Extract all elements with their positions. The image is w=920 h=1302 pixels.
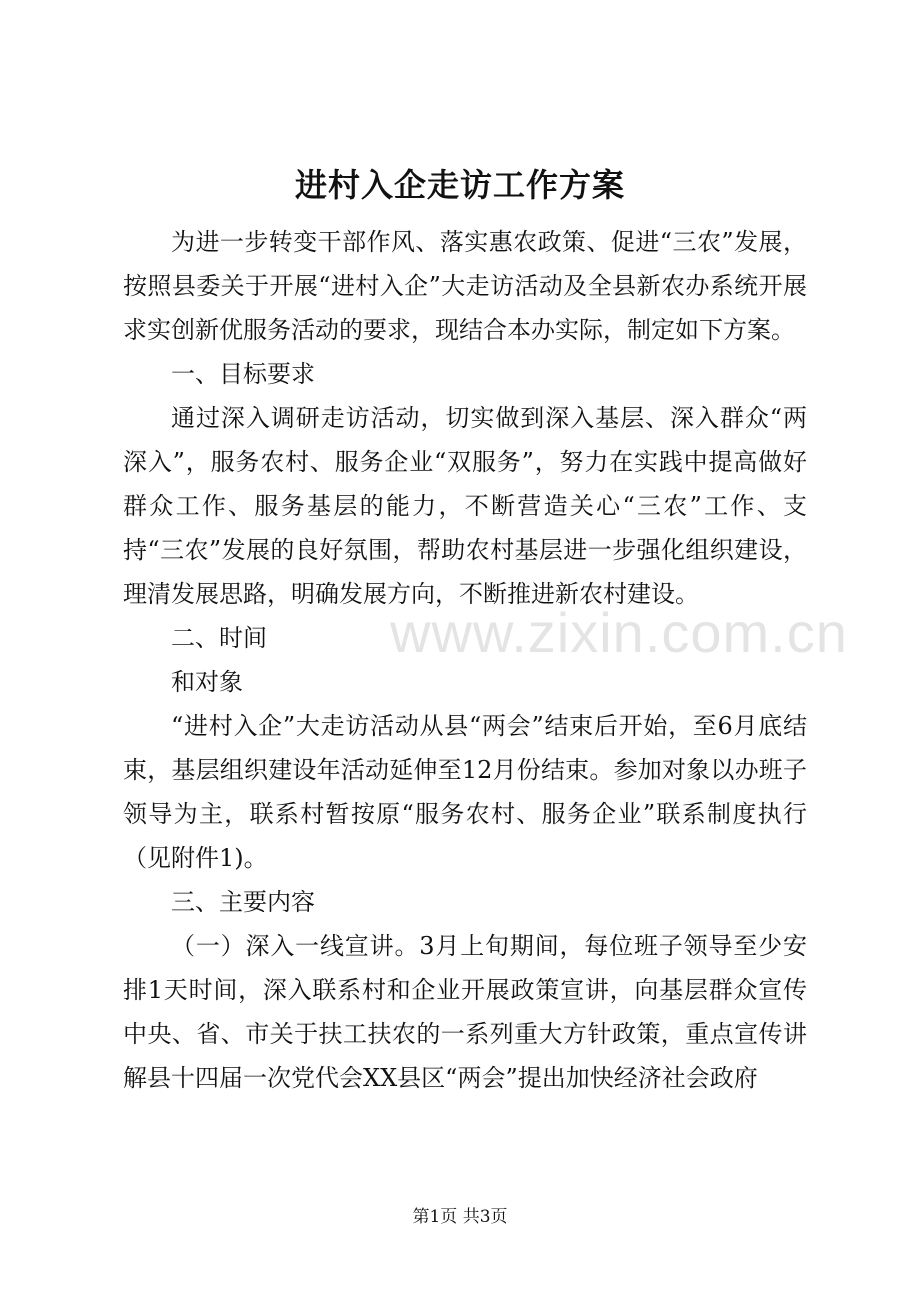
section-heading-time: 二、时间 <box>171 624 267 652</box>
paragraph-time: “进村入企”大走访活动从县“两会”结束后开始，至6月底结束，基层组织建设年活动延伸至12月份结束。参加对象以办班子领导为主，联系村暂按原“服务农村、服务企业”联系制度执行（见附件1)。 <box>123 712 807 872</box>
section-heading-content: 三、主要内容 <box>171 888 315 916</box>
page-footer: 第1页 共3页 <box>412 1207 508 1227</box>
paragraph-goals: 通过深入调研走访活动，切实做到深入基层、深入群众“两深入”，服务农村、服务企业“双服务”，努力在实践中提高做好群众工作、服务基层的能力，不断营造关心“三农”工作、支持“三农”发展的良好氛围，帮助农村基层进一步强化组织建设，理清发展思路，明确发展方向，不断推进新农村建设。 <box>123 404 807 608</box>
watermark: www.zixin.com.cn <box>390 601 848 664</box>
paragraph-intro: 为进一步转变干部作风、落实惠农政策、促进“三农”发展，按照县委关于开展“进村入企”大走访活动及全县新农办系统开展求实创新优服务活动的要求，现结合本办实际，制定如下方案。 <box>123 228 807 344</box>
paragraph-content: （一）深入一线宣讲。3月上旬期间，每位班子领导至少安排1天时间，深入联系村和企业开展政策宣讲，向基层群众宣传中央、省、市关于扶工扶农的一系列重大方针政策，重点宣传讲解县十四届一次党代会XX县区“两会”提出加快经济社会政府 <box>123 932 807 1092</box>
section-heading-goals: 一、目标要求 <box>171 360 315 388</box>
section-heading-time-continued: 和对象 <box>171 668 243 696</box>
document-title: 进村入企走访工作方案 <box>294 166 625 204</box>
